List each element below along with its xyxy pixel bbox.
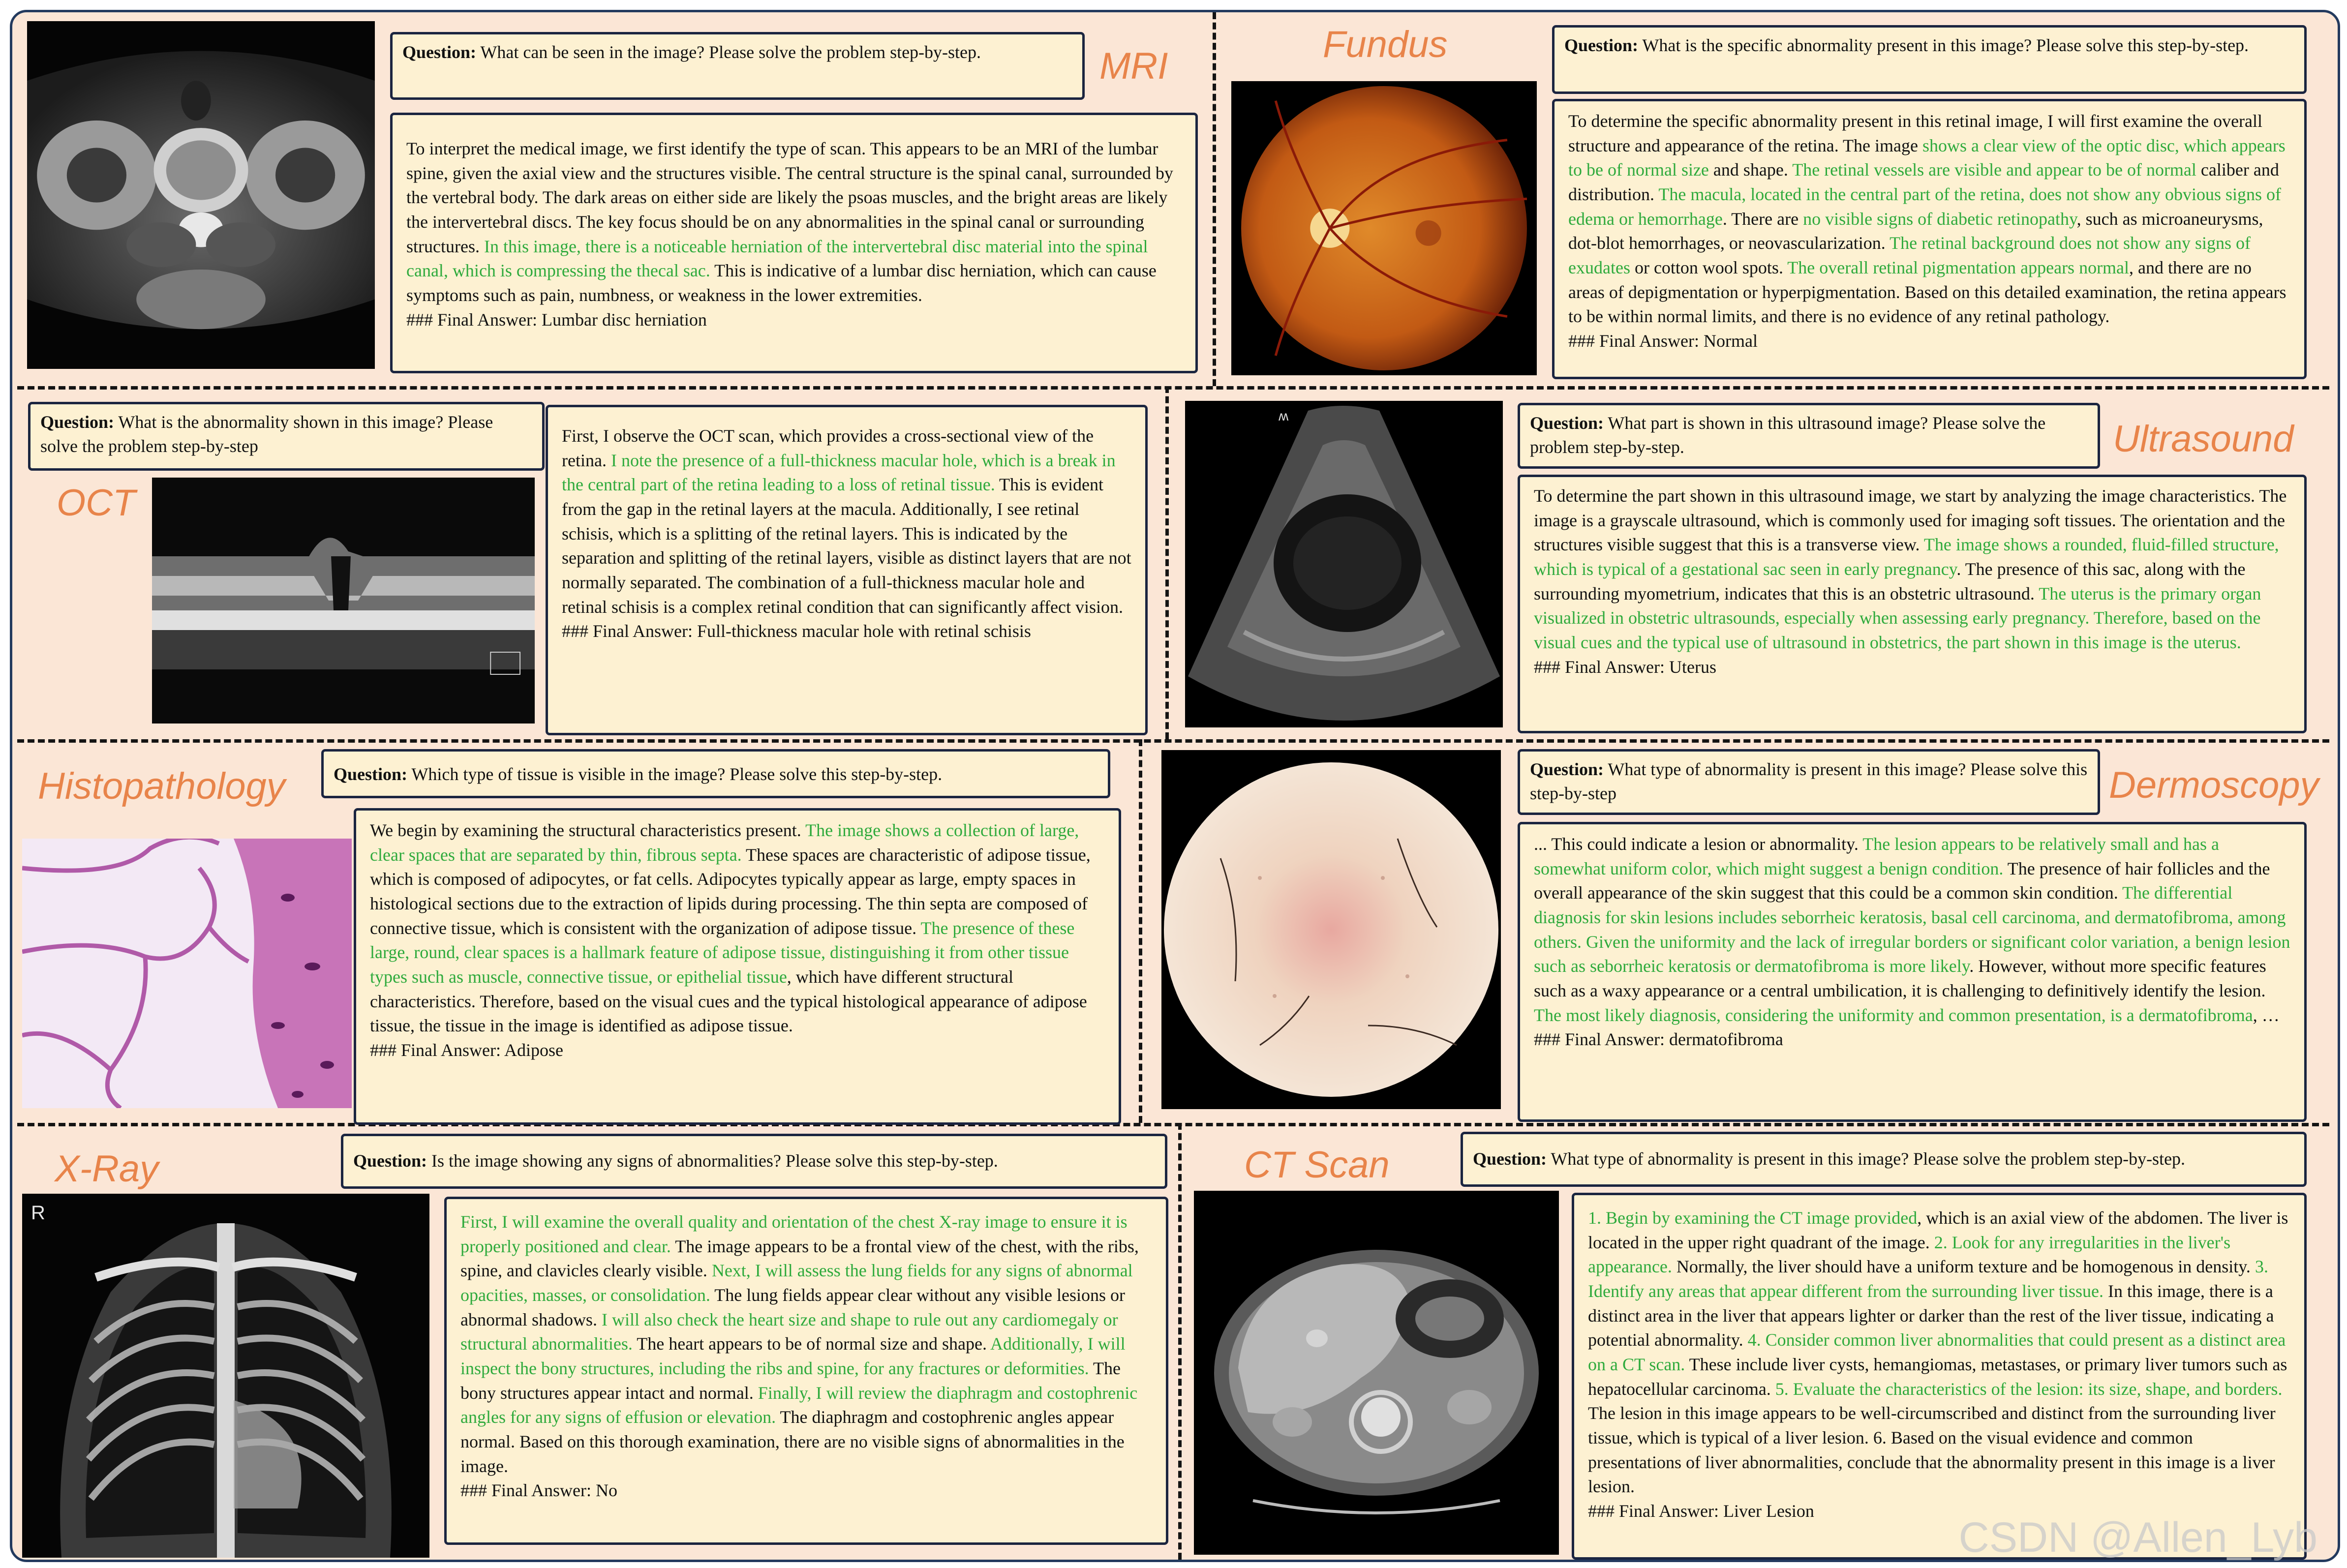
question-label: Question: [334, 764, 408, 784]
answer-body [562, 426, 1131, 617]
dermoscopy-modality-label: Dermoscopy [2109, 764, 2319, 806]
answer-body [460, 1212, 1139, 1476]
answer-body [1534, 486, 2286, 652]
ultrasound-answer [1518, 475, 2307, 733]
answer-highlight: Next, I will assess the lung fields for any signs of abnormal opacities, masses, or consolidation. [460, 1261, 1133, 1305]
fundus-answer [1552, 99, 2307, 379]
answer-text: To determine the specific abnormality present in this retinal image, I will first examine the overall structure and appearance of the retina. The image [1568, 111, 2263, 155]
answer-highlight: The overall retinal pigmentation appears normal [1787, 258, 2130, 278]
mri-image [27, 21, 375, 369]
answer-highlight: I note the presence of a full-thickness macular hole, which is a break in the central part of the retina leading to a loss of retinal tissue. [562, 450, 1116, 495]
answer-text: This is indicative of a lumbar disc herniation, which can cause symptoms such as pain, numbness, or weakness in the lower extremities. [406, 261, 1157, 305]
question-label: Question: [40, 412, 115, 432]
ct-answer [1572, 1193, 2307, 1560]
answer-highlight: The retinal vessels are visible and appear to be of normal [1792, 160, 2196, 180]
answer-text: , which have different structural characteristics. Therefore, based on the visual cues and the typical histological appearance of adipose tissue, the tissue in the image is identified as adipose tissue. [370, 967, 1087, 1036]
answer-text: The diaphragm and costophrenic angles appear normal. Based on this thorough examination, there are no visible signs of abnormalities in the image. [460, 1407, 1125, 1476]
final-answer: ### Final Answer: Adipose [370, 1040, 563, 1060]
answer-text: , … [2253, 1005, 2280, 1025]
xray-modality-label: X-Ray [55, 1148, 159, 1190]
ct-image [1194, 1191, 1559, 1555]
question-label: Question: [1473, 1149, 1547, 1169]
final-answer: ### Final Answer: Uterus [1534, 657, 1716, 677]
answer-text: The lung fields appear clear without any visible lesions or abnormal shadows. [460, 1285, 1126, 1329]
answer-text: To determine the part shown in this ultrasound image, we start by analyzing the image characteristics. The image is a grayscale ultrasound, which is commonly used for imaging soft tissues. The orientation and the structures visible suggest that this is a transverse view. [1534, 486, 2287, 555]
answer-highlight: The most likely diagnosis, considering the uniformity and common presentation, is a dermatofibroma [1534, 1005, 2253, 1025]
answer-text: caliber and distribution. [1568, 160, 2279, 205]
answer-body [370, 820, 1091, 1035]
watermark: CSDN @Allen_Lyb [1958, 1514, 2317, 1561]
mri-modality-label: MRI [1099, 45, 1168, 87]
answer-text: , and there are no areas of depigmentation or hyperpigmentation. Based on this detailed examination, the retina appears to be within normal limits, and there is no evidence of any retinal pathology. [1568, 258, 2286, 327]
ct-modality-label: CT Scan [1244, 1144, 1390, 1186]
answer-body [1568, 111, 2286, 326]
fundus-image [1231, 81, 1537, 375]
answer-text: First, I observe the OCT scan, which provides a cross-sectional view of the retina. [562, 426, 1094, 470]
row-divider-2 [17, 739, 2329, 743]
question-label: Question: [1530, 413, 1604, 433]
ultrasound-question [1518, 403, 2100, 469]
figure-frame [10, 10, 2340, 1562]
col-divider-3 [1139, 739, 1142, 1123]
answer-highlight: Finally, I will review the diaphragm and costophrenic angles for any signs of effusion or elevation. [460, 1383, 1138, 1427]
svg-text:ʍ: ʍ [1279, 408, 1289, 423]
final-answer: ### Final Answer: Lumbar disc herniation [406, 309, 707, 330]
answer-highlight: In this image, there is a noticeable herniation of the intervertebral disc material into the spinal canal, which is compressing the thecal sac. [406, 236, 1148, 281]
dermoscopy-answer [1518, 822, 2307, 1122]
answer-highlight: The presence of these large, round, clear spaces is a hallmark feature of adipose tissue, distinguishing it from other tissue types such as muscle, connective tissue, or epithelial tissue [370, 918, 1075, 987]
fundus-modality-label: Fundus [1323, 24, 1448, 65]
mri-question [390, 32, 1085, 100]
answer-highlight: The image shows a rounded, fluid-filled structure, which is typical of a gestational sac seen in early pregnancy [1534, 535, 2279, 579]
answer-text: . However, without more specific features such as a waxy appearance or a central umbilication, it is challenging to definitively identify the lesion. [1534, 956, 2266, 1001]
answer-text: Normally, the liver should have a uniform texture and be homogenous in density. [1672, 1257, 2255, 1277]
answer-text: The presence of hair follicles and the overall appearance of the skin suggest that this could be a common skin condition. [1534, 858, 2270, 903]
histopathology-question [321, 749, 1110, 798]
col-divider-2 [1165, 386, 1169, 739]
ct-question [1461, 1132, 2307, 1187]
answer-text: The image appears to be a frontal view of the chest, with the ribs, spine, and clavicles clearly visible. [460, 1236, 1139, 1281]
question-text: What type of abnormality is present in this image? Please solve this step-by-step [1530, 759, 2088, 803]
final-answer: ### Final Answer: Full-thickness macular hole with retinal schisis [562, 621, 1031, 641]
dermoscopy-question [1518, 749, 2100, 815]
question-label: Question: [353, 1151, 427, 1171]
answer-text: The heart appears to be of normal size and shape. [632, 1334, 990, 1354]
answer-text: The bony structures appear intact and normal. [460, 1358, 1121, 1403]
question-text: Is the image showing any signs of abnormalities? Please solve this step-by-step. [431, 1151, 998, 1171]
final-answer: ### Final Answer: Normal [1568, 331, 1758, 351]
question-text: What part is shown in this ultrasound image? Please solve the problem step-by-step. [1530, 413, 2046, 457]
answer-body [1534, 834, 2290, 1025]
xray-image [22, 1194, 429, 1558]
question-text: What can be seen in the image? Please solve the problem step-by-step. [480, 42, 981, 62]
answer-highlight: The lesion appears to be relatively small and has a somewhat uniform color, which might suggest a benign condition. [1534, 834, 2219, 878]
answer-highlight: The image shows a collection of large, clear spaces that are separated by thin, fibrous septa. [370, 820, 1079, 865]
oct-answer [546, 405, 1148, 735]
answer-highlight: The differential diagnosis for skin lesions includes seborrheic keratosis, basal cell carcinoma, and dermatofibroma, among others. Given the uniformity and the lack of irregular borders or significant color variation, a benign lesion such as seborrheic keratosis or dermatofibroma is more likely [1534, 883, 2290, 976]
row-divider-1 [17, 386, 2329, 390]
answer-highlight: The retinal background does not show any signs of exudates [1568, 233, 2251, 278]
question-text: What type of abnormality is present in this image? Please solve the problem step-by-step. [1551, 1149, 2186, 1169]
answer-text: These spaces are characteristic of adipose tissue, which is composed of adipocytes, or fat cells. Adipocytes typically appear as large, empty spaces in histological sections due to the extraction of lipids during processing. The thin septa are composed of connective tissue, which is consistent with the organization of adipose tissue. [370, 844, 1091, 938]
final-answer: ### Final Answer: Liver Lesion [1588, 1501, 1814, 1521]
answer-text: . The presence of this sac, along with the surrounding myometrium, indicates that this is an obstetric ultrasound. [1534, 559, 2246, 603]
histopathology-answer [354, 808, 1121, 1125]
answer-highlight: no visible signs of diabetic retinopathy [1803, 209, 2077, 229]
answer-highlight: I will also check the heart size and shape to rule out any cardiomegaly or structural abnormalities. [460, 1309, 1118, 1354]
question-text: What is the specific abnormality present in this image? Please solve this step-by-step. [1642, 35, 2249, 55]
answer-text: In this image, there is a distinct area in the liver that appears lighter or darker than the rest of the liver tissue, indicating a potential abnormality. [1588, 1281, 2274, 1350]
answer-highlight: Additionally, I will inspect the bony structures, including the ribs and spine, for any fractures or deformities. [460, 1334, 1126, 1379]
oct-question [28, 402, 545, 471]
answer-highlight: 2. Look for any irregularities in the liver's appearance. [1588, 1232, 2231, 1277]
answer-text: To interpret the medical image, we first identify the type of scan. This appears to be an MRI of the lumbar spine, given the axial view and the structures visible. The central structure is the spinal canal, surrounded by the vertebral body. The dark areas on either side are likely the psoas muscles, and the bright areas are likely the intervertebral discs. The key focus should be on any abnormalities in the spinal canal or surrounding structures. [406, 139, 1173, 256]
answer-highlight: The uterus is the primary organ visualized in obstetric ultrasounds, especially when assessing early pregnancy. Therefore, based on the visual cues and the typical use of ultrasound in obstetrics, the part shown in this image is the uterus. [1534, 583, 2261, 653]
answer-text: , such as microaneurysms, dot-blot hemorrhages, or neovascularization. [1568, 209, 2263, 253]
answer-highlight: First, I will examine the overall quality and orientation of the chest X-ray image to ensure it is properly positioned and clear. [460, 1212, 1128, 1256]
final-answer: ### Final Answer: No [460, 1480, 617, 1501]
ultrasound-image [1185, 401, 1503, 727]
answer-text: These include liver cysts, hemangiomas, metastases, or primary liver tumors such as hepatocellular carcinoma. [1588, 1355, 2287, 1399]
answer-body [406, 139, 1173, 305]
answer-highlight: 4. Consider common liver abnormalities that could present as a distinct area on a CT scan. [1588, 1330, 2286, 1375]
histopathology-modality-label: Histopathology [38, 765, 285, 807]
col-divider-4 [1178, 1123, 1182, 1560]
answer-highlight: 5. Evaluate the characteristics of the lesion: its size, shape, and borders. [1775, 1379, 2283, 1399]
answer-text: or cotton wool spots. [1630, 258, 1788, 278]
xray-side-marker: R [31, 1202, 45, 1224]
fundus-question [1552, 25, 2307, 94]
answer-text: This is evident from the gap in the retinal layers at the macula. Additionally, I see retinal schisis, which is a splitting of the retinal layers. This is indicated by the separation and splitting of the retinal layers, visible as distinct layers that are not normally separated. The combination of a full-thickness macular hole and retinal schisis is a complex retinal condition that can significantly affect vision. [562, 475, 1131, 617]
question-label: Question: [1530, 759, 1604, 779]
mri-answer [390, 113, 1198, 373]
ultrasound-modality-label: Ultrasound [2113, 418, 2294, 460]
final-answer: ### Final Answer: dermatofibroma [1534, 1029, 1783, 1050]
xray-question [341, 1134, 1167, 1189]
answer-text: ... This could indicate a lesion or abnormality. [1534, 834, 1863, 854]
answer-highlight: 1. Begin by examining the CT image provided [1588, 1208, 1918, 1228]
answer-text: and shape. [1708, 160, 1793, 180]
answer-text: We begin by examining the structural characteristics present. [370, 820, 806, 840]
col-divider-1 [1213, 12, 1216, 386]
question-label: Question: [402, 42, 477, 62]
question-text: What is the abnormality shown in this image? Please solve the problem step-by-step [40, 412, 493, 456]
oct-image [152, 478, 535, 724]
answer-highlight: shows a clear view of the optic disc, which appears to be of normal size [1568, 135, 2286, 180]
oct-modality-label: OCT [57, 482, 136, 524]
xray-answer [444, 1197, 1168, 1545]
question-text: Which type of tissue is visible in the image? Please solve this step-by-step. [411, 764, 943, 784]
answer-body [1588, 1208, 2288, 1496]
histopathology-image [22, 839, 352, 1108]
answer-text: . There are [1722, 209, 1803, 229]
question-label: Question: [1564, 35, 1639, 55]
answer-highlight: 3. Identify any areas that appear different from the surrounding liver tissue. [1588, 1257, 2268, 1301]
answer-highlight: The macula, located in the central part of the retina, does not show any obvious signs of edema or hemorrhage [1568, 184, 2282, 229]
answer-text: , which is an axial view of the abdomen. The liver is located in the upper right quadrant of the image. [1588, 1208, 2288, 1252]
dermoscopy-image [1161, 750, 1501, 1109]
answer-text: The lesion in this image appears to be well-circumscribed and distinct from the surrounding liver tissue, which is typical of a liver lesion. 6. Based on the visual evidence and common presentations of liver abnormalities, conclude that the abnormality present in this image is a liver lesion. [1588, 1403, 2276, 1497]
